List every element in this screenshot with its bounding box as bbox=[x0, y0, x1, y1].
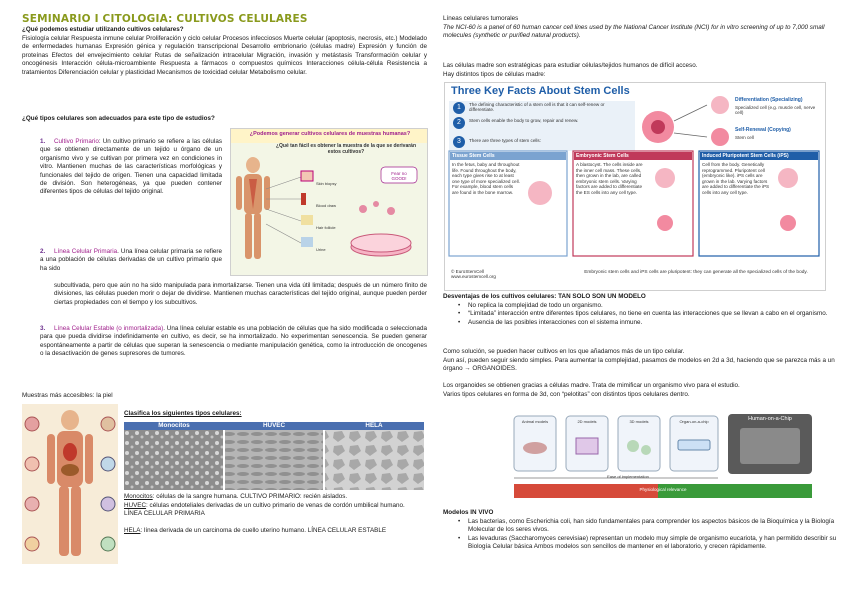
disadvantages-list bbox=[458, 302, 838, 327]
item-text: . Una línea celular estable es una población de células que ha sido modificada o seleccionada para que pueda dividirse indefinidamente en cultivo, es decir, se ha inmortalizado. No experimentan senescencia. Se pueden generar espontáneamente a partir de células que superan la senescencia o mediante manipulación genética, como la introducción de oncogenes o la desactivación de genes supresores de tumores. bbox=[40, 325, 427, 358]
page-title: SEMINARIO I CITOLOGIA: CULTIVOS CELULARES bbox=[22, 13, 308, 25]
paragraph-2: Aun así, pueden seguir siendo simples. Para aumentar la complejidad, pasamos de modelos en 2d a 3d, haciendo que se parezca más a un órgano → ORGANOIDES. bbox=[443, 357, 835, 373]
definition-text: : células endoteliales derivadas de un cultivo primario de venas de cordón umbilical humano. LÍNEA CELULAR PRIMARIA bbox=[124, 502, 405, 518]
item-text: . Una línea celular primaria se refiere a una población de células derivadas de un cultivo primario que ha sido bbox=[40, 248, 222, 272]
organs-illustration bbox=[22, 404, 118, 564]
item-heading: Línea Celular Estable (o inmortalizada) bbox=[54, 325, 164, 332]
paragraph-3: Los organoides se obtienen gracias a células madre. Trata de mimificar un organismo vivo para el estudio. bbox=[443, 382, 740, 389]
item-number: 3. bbox=[40, 325, 46, 332]
definition-head: HUVEC bbox=[124, 502, 147, 509]
list-item: • No replica la complejidad de todo un organismo. bbox=[458, 302, 838, 310]
definition-text: : células de la sangre humana. CULTIVO PRIMARIO: recién aislados. bbox=[152, 493, 348, 500]
list-item-linea-primaria-continued: subcultivada, pero que aún no ha sido manipulada para inmortalizarse. Tienen una vida útil limitada; después de un número finito de divisiones, las células pueden morir o dejar de dividirse. Mantienen muchas características del tejido original, aunque pueden perder ciertas propiedades con el tiempo y los subcultivos. bbox=[54, 282, 427, 306]
tissue-stem-title: Tissue Stem Cells bbox=[450, 152, 566, 160]
model-label: 3D models bbox=[629, 419, 649, 424]
stem-figure-footer: Embryonic stem cells and iPS cells are pluripotent: they can generate all the specialized cells of the body. bbox=[584, 270, 808, 275]
question-1-body: Fisiología celular Respuesta inmune celular Proliferación y ciclo celular Procesos infecciosos Muerte celular (apoptosis, necrosis, etc.) Modelado de enfermedades humanas Expresión génica y regulación transcripcional Desarrollo embrionario (células madre) Expresión y función de proteínas Efectos del envejecimiento celular Rutas de señalización intracelular Migración, invasión y metástasis Transformación celular y oncogénesis Interacción célula-microambiente Respuesta a fármacos o compuestos químicos Interacciones célula-célula Resistencia a tratamientos Diferenciación celular y plasticidad Mecanismos de toxicidad celular Metabolismo celular. bbox=[22, 35, 427, 76]
in-vivo-list bbox=[458, 518, 838, 552]
differentiation-text: Specialized cell (e.g. muscle cell, nerve cell) bbox=[735, 105, 816, 116]
micrograph-header: HELA bbox=[365, 422, 383, 429]
samples-label: Muestras más accesibles: la piel bbox=[22, 392, 113, 399]
list-item-cultivo-primario bbox=[40, 138, 222, 197]
monocitos-image bbox=[124, 430, 223, 490]
sample-label: Skin biopsy bbox=[316, 181, 337, 186]
sample-label: Urine bbox=[316, 247, 326, 252]
stem-fact-3: There are three types of stem cells: bbox=[469, 138, 541, 143]
definition-hela bbox=[124, 527, 424, 535]
model-label: 2D models bbox=[577, 419, 597, 424]
stem-cells-line-2: Hay distintos tipos de células madre: bbox=[443, 71, 546, 78]
item-number: 2. bbox=[40, 248, 46, 255]
physiology-label: Physiological relevance bbox=[639, 487, 687, 492]
disadvantages-heading: Desventajas de los cultivos celulares: TAN SOLO SON UN MODELO bbox=[443, 293, 646, 300]
in-vivo-heading: Modelos IN VIVO bbox=[443, 509, 494, 516]
micrograph-images bbox=[124, 430, 424, 490]
tumor-lines-heading: Líneas celulares tumorales bbox=[443, 15, 519, 22]
tissue-stem-text: In the fetus, baby and throughout life. Found throughout the body, each type gives rise to at least one type of more specialized cell. For example, blood stem cells are found in the bone marrow. bbox=[452, 162, 520, 195]
stem-cells-line-1: Las células madre son estratégicas para estudiar células/tejidos humanos de difícil acceso. bbox=[443, 62, 698, 69]
model-label: Animal models bbox=[521, 419, 549, 424]
differentiation-title: Differentiation (Specializing) bbox=[735, 97, 803, 103]
micrograph-header: HUVEC bbox=[262, 422, 286, 429]
micrograph-header: Monocitos bbox=[158, 422, 190, 429]
huvec-image bbox=[225, 430, 323, 490]
human-samples-figure bbox=[230, 128, 428, 276]
list-item: • Las levaduras (Saccharomyces cerevisiae) representan un modelo muy simple de organismo eucariota, y han permitido describir su Biología Celular básica Ambos modelos son sencillos de mantener en el laboratorio, y crecen rápidamente. bbox=[458, 535, 838, 552]
definition-head: Monocitos bbox=[124, 493, 153, 500]
figure-title: ¿Podemos generar cultivos celulares de muestras humanas? bbox=[249, 131, 411, 137]
item-heading: Línea Celular Primaria bbox=[54, 248, 118, 255]
stem-fact-2: Stem cells enable the body to grow, repair and renew. bbox=[469, 118, 579, 123]
self-renewal-title: Self-Renewal (Copying) bbox=[735, 127, 791, 133]
ips-stem-title: Induced Pluripotent Stem Cells (iPS) bbox=[700, 152, 818, 160]
paragraph-1: Como solución, se pueden hacer cultivos en los que añadamos más de un tipo celular. bbox=[443, 348, 685, 355]
ips-stem-text: Cell from the body. Genetically reprogrammed. Pluripotent cell (embryonic like). iPS cells are grown in the lab. Varying factors are added to differentiate the iPS cells into any cell type. bbox=[702, 162, 770, 195]
definition-text: : línea derivada de un carcinoma de cuello uterino humano. LÍNEA CELULAR ESTABLE bbox=[140, 527, 387, 534]
item-text: : Un cultivo primario se refiere a las células que se obtienen directamente de un tejido u órgano de un organismo vivo y se cultivan por primera vez en condiciones in vitro. Mantienen muchas de las características morfológicas y funcionales del tejido de origen. Tienen una capacidad limitada de división. Son heterogéneas, ya que pueden contener diferentes tipos de células del tejido original. bbox=[40, 138, 222, 196]
classify-heading: Clasifica los siguientes tipos celulares: bbox=[124, 410, 242, 417]
ease-label: Ease of implementation bbox=[607, 474, 649, 479]
embryonic-stem-text: A blastocyst. The cells inside are the inner cell mass. These cells, then grown in the lab, are called embryonic stem cells. Varying factors are added to differentiate the ES cells into any cell type. bbox=[576, 162, 643, 195]
stem-figure-credit: © EuroStemCell www.eurostemcell.org bbox=[451, 269, 496, 280]
paragraph-4: Varios tipos celulares en forma de 3d, con “pelotitas” con distintos tipos celulares dentro. bbox=[443, 391, 690, 398]
speech-bubble-text: Fear no GOOD! bbox=[391, 171, 407, 181]
tumor-lines-text: The NCI-60 is a panel of 60 human cancer cell lines used by the National Cancer Institute (NCI) for in vitro screening of up to 7,000 small molecules (synthetic or purified natural products). bbox=[443, 24, 825, 40]
hela-image bbox=[325, 430, 424, 490]
model-label: Organ-on-a-chip bbox=[679, 419, 709, 424]
sample-labels bbox=[316, 173, 336, 261]
definition-head: HELA bbox=[124, 527, 141, 534]
models-figure bbox=[508, 408, 814, 500]
stem-cells-figure: Three Key Facts About Stem Cells 1 2 3 The defining characteristic of a stem cell is that it can self-renew or differentiate. Stem cells enable the body to grow, repair and renew. There are three types of stem cells: Differentiation (Specializing) Specialized cell (e.g. muscle cell, nerve cell) Self-Renewal (Copying) Stem cell Tissue Stem Cells In the fetus, baby and throughout life. Found throughout the body, each type gives rise to at least one type of more specialized cell. For example, blood stem cells are found in the bone marrow. Embryonic Stem Cells A blastocyst. The cells inside are the inner cell mass. These cells, then grown in the lab, are called embryonic stem cells. Varying factors are added to differentiate the ES cells into any cell type. Induced Pluripotent Stem Cells (iPS) Cell from the body. Genetically reprogrammed. Pluripotent cell (embryonic like). iPS cells are grown in the lab. Varying factors are added to differentiate the iPS cells into any cell type. © EuroStemCell www.eurostemcell.org Embryonic stem cells and iPS cells are pluripotent: they can generate all the specialized cells of the body. bbox=[444, 82, 826, 291]
item-number: 1. bbox=[40, 138, 46, 145]
list-item: • “Limitada” interacción entre diferentes tipos celulares, no tiene en cuenta las interacciones que se llevan a cabo en el organismo. bbox=[458, 310, 838, 318]
stem-figure-heading: Three Key Facts About Stem Cells bbox=[451, 85, 630, 97]
question-2: ¿Qué tipos celulares son adecuados para este tipo de estudios? bbox=[22, 115, 215, 122]
sample-label: Blood draw bbox=[316, 203, 337, 208]
self-renewal-text: Stem cell bbox=[735, 135, 754, 140]
body-organs-figure bbox=[22, 404, 118, 564]
question-1: ¿Qué podemos estudiar utilizando cultivos celulares? bbox=[22, 26, 184, 33]
sample-label: Hair follicle bbox=[316, 225, 336, 230]
item-heading: Cultivo Primario bbox=[54, 138, 99, 145]
list-item-linea-estable bbox=[40, 325, 427, 359]
model-label: Human-on-a-Chip bbox=[748, 416, 792, 422]
list-item: • Ausencia de las posibles interacciones con el sistema inmune. bbox=[458, 319, 838, 327]
embryonic-stem-title: Embryonic Stem Cells bbox=[574, 152, 692, 160]
definition-huvec bbox=[124, 502, 424, 519]
list-item-linea-primaria bbox=[40, 248, 222, 273]
figure-question: ¿Qué tan fácil es obtener la muestra de la que se derivarán estos cultivos? bbox=[275, 143, 417, 155]
definition-monocitos bbox=[124, 493, 424, 501]
list-item: • Las bacterias, como Escherichia coli, han sido fundamentales para comprender los aspectos básicos de la Bioquímica y la Biología Molecular de los seres vivos. bbox=[458, 518, 838, 535]
stem-fact-1: The defining characteristic of a stem cell is that it can self-renew or differentiate. bbox=[469, 102, 605, 113]
